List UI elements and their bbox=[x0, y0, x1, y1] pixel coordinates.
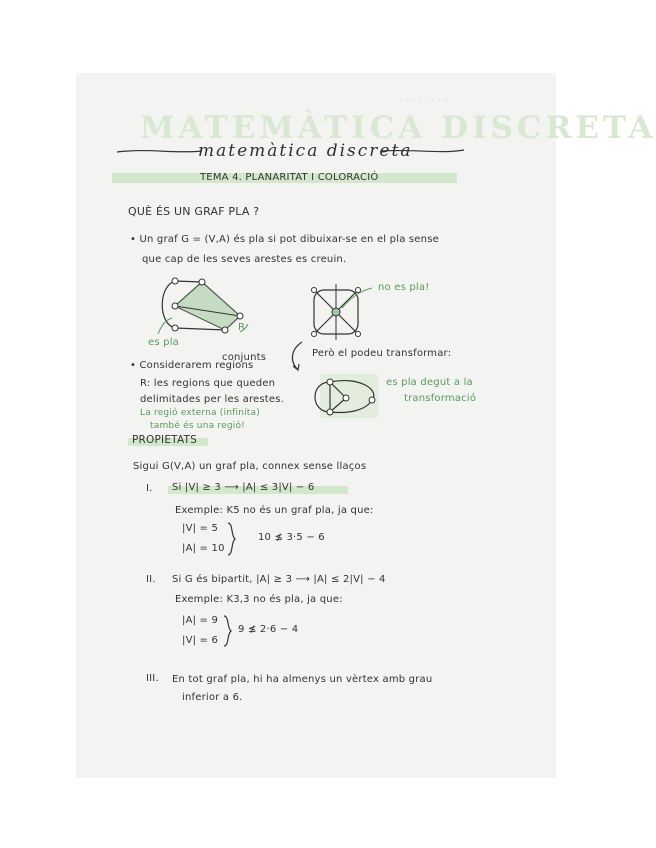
property-1-brace bbox=[226, 521, 238, 557]
property-2-inequality: 9 ≰ 2·6 − 4 bbox=[238, 624, 299, 635]
title-outline: MATEMÀTICA DISCRETA bbox=[140, 110, 656, 146]
bleed-through-text: · · · · · · · · bbox=[400, 96, 448, 107]
definition-line-1: • Un graf G = (V,A) és pla si pot dibuixar-se en el pla sense bbox=[130, 234, 439, 245]
property-1-inequality: 10 ≰ 3·5 − 6 bbox=[258, 532, 325, 543]
topic-title: TEMA 4. PLANARITAT I COLORACIÓ bbox=[200, 172, 379, 183]
property-2-number: II. bbox=[146, 574, 156, 585]
label-region-r: R bbox=[238, 322, 246, 333]
regions-note-2: també és una regió! bbox=[150, 421, 245, 431]
section-question: QUÈ ÉS UN GRAF PLA ? bbox=[128, 205, 260, 218]
transformed-graph-figure bbox=[300, 370, 390, 425]
properties-heading: PROPIETATS bbox=[132, 434, 197, 446]
definition-line-2: que cap de les seves arestes es creuin. bbox=[142, 254, 347, 265]
property-3-text: En tot graf pla, hi ha almenys un vèrtex amb grau bbox=[172, 674, 433, 685]
property-1-number: I. bbox=[146, 483, 153, 494]
property-1-v: |V| = 5 bbox=[182, 523, 219, 534]
properties-intro: Sigui G(V,A) un graf pla, connex sense llaços bbox=[133, 461, 367, 472]
property-2-a: |A| = 9 bbox=[182, 615, 219, 626]
regions-line-2: R: les regions que queden bbox=[140, 378, 276, 389]
label-no-es-pla: no es pla! bbox=[378, 282, 430, 293]
property-3-text-2: inferior a 6. bbox=[182, 692, 243, 703]
caption-pero: Però el podeu transformar: bbox=[312, 348, 452, 359]
label-es-pla-degut-1: es pla degut a la bbox=[386, 377, 473, 388]
regions-line-3: delimitades per les arestes. bbox=[140, 394, 285, 405]
property-1-example: Exemple: K5 no és un graf pla, ja que: bbox=[175, 505, 374, 516]
regions-note-1: La regió externa (infinita) bbox=[140, 408, 260, 418]
property-1-a: |A| = 10 bbox=[182, 543, 225, 554]
label-es-pla-degut-2: transformació bbox=[404, 393, 477, 404]
title-script: matemàtica discreta bbox=[198, 141, 413, 161]
caption-conjunts: conjunts bbox=[222, 352, 267, 363]
transform-arrow bbox=[284, 340, 308, 374]
label-es-pla: es pla bbox=[148, 337, 179, 348]
property-2-v: |V| = 6 bbox=[182, 635, 219, 646]
regions-line-1: • Considerarem regions bbox=[130, 360, 254, 371]
property-2-text: Si G és bipartit, |A| ≥ 3 ⟶ |A| ≤ 2|V| − 4 bbox=[172, 574, 386, 585]
property-1-text: Si |V| ≥ 3 ⟶ |A| ≤ 3|V| − 6 bbox=[172, 482, 315, 493]
property-2-brace bbox=[222, 614, 234, 648]
property-3-number: III. bbox=[146, 673, 159, 684]
property-2-example: Exemple: K3,3 no és pla, ja que: bbox=[175, 594, 343, 605]
